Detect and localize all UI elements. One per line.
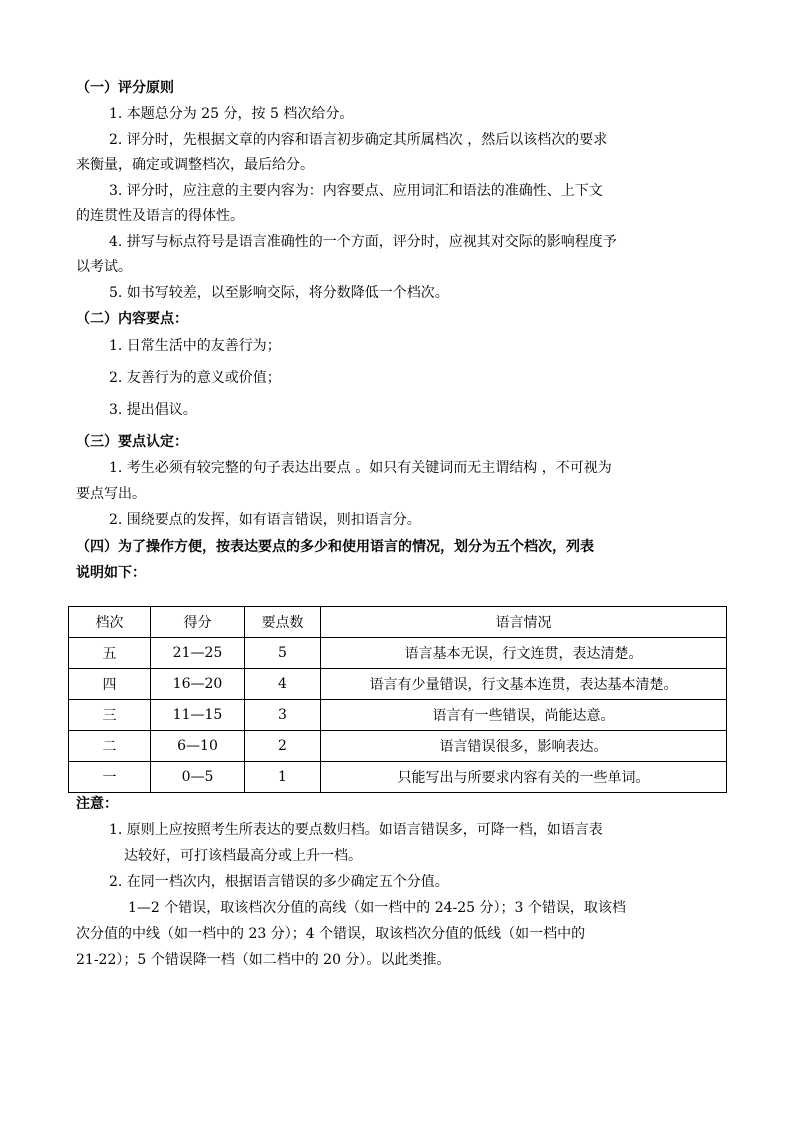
table-row xyxy=(69,731,727,762)
section1-heading: （一）评分原则 xyxy=(76,80,174,96)
table-cell: 21—25 xyxy=(151,638,245,669)
table-header: 得分 xyxy=(151,607,245,638)
note-line-cont: 达较好，可打该档最高分或上升一档。 xyxy=(124,848,362,864)
section4-heading: （四）为了操作方便，按表达要点的多少和使用语言的情况，划分为五个档次，列表 xyxy=(76,539,594,555)
table-cell: 四 xyxy=(69,669,151,700)
section2-item: 1. 日常生活中的友善行为； xyxy=(109,338,281,354)
section1-item: 5. 如书写较差，以至影响交际，将分数降低一个档次。 xyxy=(109,285,449,301)
section2-heading: （二）内容要点： xyxy=(76,311,188,327)
note-line: 2. 在同一档次内，根据语言错误的多少确定五个分值。 xyxy=(109,874,449,890)
grading-table xyxy=(68,606,727,793)
table-header: 语言情况 xyxy=(321,607,727,638)
section3-item: 1. 考生必须有较完整的句子表达出要点 。如只有关键词而无主谓结构 ，不可视为 xyxy=(109,460,612,476)
section3-item-cont: 要点写出。 xyxy=(76,486,146,502)
table-cell: 16—20 xyxy=(151,669,245,700)
section1-item-cont: 来衡量，确定或调整档次，最后给分。 xyxy=(76,157,314,173)
table-header: 档次 xyxy=(69,607,151,638)
section1-item: 3. 评分时，应注意的主要内容为：内容要点、应用词汇和语法的准确性、上下文 xyxy=(109,183,603,199)
note-line-cont: 次分值的中线（如一档中的 23 分）；4 个错误，取该档次分值的低线（如一档中的 xyxy=(76,926,586,942)
table-row xyxy=(69,700,727,731)
table-cell: 三 xyxy=(69,700,151,731)
section3-item: 2. 围绕要点的发挥，如有语言错误，则扣语言分。 xyxy=(109,512,421,528)
note-line-cont: 21-22）；5 个错误降一档（如二档中的 20 分）。以此类推。 xyxy=(76,952,451,968)
section1-item: 1. 本题总分为 25 分，按 5 档次给分。 xyxy=(109,106,354,122)
table-cell: 语言基本无误，行文连贯，表达清楚。 xyxy=(321,638,727,669)
notes-heading: 注意： xyxy=(76,796,118,812)
section1-item-cont: 的连贯性及语言的得体性。 xyxy=(76,208,244,224)
section2-item: 3. 提出倡议。 xyxy=(109,402,197,418)
table-cell: 11—15 xyxy=(151,700,245,731)
table-cell: 1 xyxy=(245,762,321,793)
table-cell: 一 xyxy=(69,762,151,793)
table-row xyxy=(69,762,727,793)
table-cell: 0—5 xyxy=(151,762,245,793)
section2-item: 2. 友善行为的意义或价值； xyxy=(109,370,281,386)
section4-heading-cont: 说明如下： xyxy=(76,565,146,581)
table-row xyxy=(69,669,727,700)
table-cell: 6—10 xyxy=(151,731,245,762)
table-cell: 五 xyxy=(69,638,151,669)
table-cell: 5 xyxy=(245,638,321,669)
section1-item-cont: 以考试。 xyxy=(76,259,132,275)
section3-heading: （三）要点认定： xyxy=(76,434,188,450)
table-cell: 语言错误很多，影响表达。 xyxy=(321,731,727,762)
table-cell: 二 xyxy=(69,731,151,762)
table-cell: 2 xyxy=(245,731,321,762)
section1-item: 2. 评分时，先根据文章的内容和语言初步确定其所属档次 ，然后以该档次的要求 xyxy=(109,132,608,148)
section1-item: 4. 拼写与标点符号是语言准确性的一个方面，评分时，应视其对交际的影响程度予 xyxy=(109,234,617,250)
table-cell: 语言有一些错误，尚能达意。 xyxy=(321,700,727,731)
table-cell: 4 xyxy=(245,669,321,700)
table-header-row xyxy=(69,607,727,638)
table-cell: 3 xyxy=(245,700,321,731)
table-row xyxy=(69,638,727,669)
note-line: 1. 原则上应按照考生所表达的要点数归档。如语言错误多，可降一档，如语言表 xyxy=(109,822,603,838)
note-line: 1—2 个错误，取该档次分值的高线（如一档中的 24-25 分）；3 个错误，取该档 xyxy=(128,900,626,916)
table-cell: 只能写出与所要求内容有关的一些单词。 xyxy=(321,762,727,793)
table-header: 要点数 xyxy=(245,607,321,638)
table-cell: 语言有少量错误，行文基本连贯，表达基本清楚。 xyxy=(321,669,727,700)
